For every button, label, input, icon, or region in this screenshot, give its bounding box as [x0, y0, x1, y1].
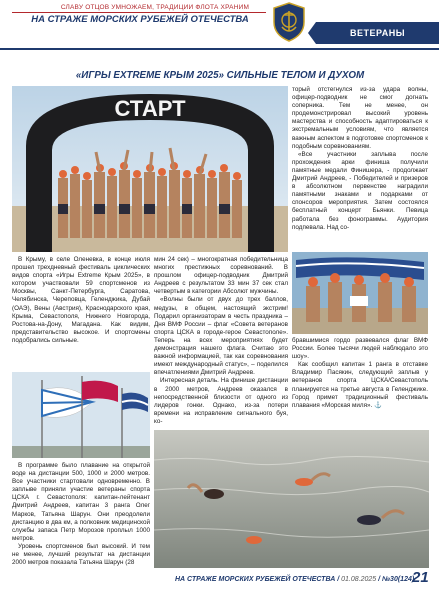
- navy-emblem-icon: [272, 2, 306, 42]
- footer-date: 01.08.2025: [341, 576, 377, 583]
- column-2: [154, 256, 288, 426]
- paragraph: Уровень спортсменов был высокий. И тем не менее, лучший результат на дистанции 2000 метров показала Татьяна Шарун (28: [12, 542, 150, 567]
- footer-masthead: НА СТРАЖЕ МОРСКИХ РУБЕЖЕЙ ОТЕЧЕСТВА: [175, 576, 336, 583]
- start-arch-photo: [12, 86, 288, 252]
- paragraph: В программе было плавание на открытой воде на дистанции 500, 1000 и 2000 метров. Все участники стартовали одновременно. В заплыве приняли участие ветераны спорта ЦСКА г. Севастополя: капитан-лейтенант Дмитрий Андреев, капитан 3 ранга Олег Марков, Татьяна Шарун. Они преодолели дистанцию в два км, а полковник медицинской службы запаса Петр Морозов проплыл 1000 метров.: [12, 462, 150, 542]
- paragraph: [292, 361, 428, 410]
- group-flag-photo: [292, 252, 428, 334]
- article-title: «ИГРЫ EXTREME КРЫМ 2025» СИЛЬНЫЕ ТЕЛОМ И ДУХОМ: [75, 70, 365, 81]
- column-3-bottom: [292, 337, 428, 410]
- paragraph: «Все участники заплыва после прохождения арки финиша получили памятные медали Финишера, - продолжает Дмитрий Андреев, - Победителей и призеров в абсолютном первенстве наградили памятными знаками и подарками от спонсоров мероприятия. Затем состоялся бесплатный концерт Бьянки. Певица работала без фонограммы. Аудитория подпевала. Над со-: [292, 150, 428, 231]
- header-rule: [12, 12, 266, 13]
- header-underline: [0, 48, 439, 50]
- paragraph: бравшимися гордо развевался флаг ВМФ России. Более тысячи людей наблюдало это шоу».: [292, 337, 428, 361]
- swimmers-sea-photo: [154, 430, 429, 568]
- header-slogan: СЛАВУ ОТЦОВ УМНОЖАЕМ, ТРАДИЦИИ ФЛОТА ХРАНИМ: [60, 4, 250, 11]
- paragraph: Интересная деталь. На финише дистанции в 2000 метров, Андреев оказался в непосредственной близости от одного из лидеров гонки. Однако, из-за потери времени на исправление сигнального буя, ко-: [154, 377, 288, 425]
- paragraph: «Волны были от двух до трех баллов, медузы, в общем, настоящий экстрим! Подарил организаторам в честь праздника – Дня ВМФ России – флаг «Совета ветеранов спорта ЦСКА в городе-герое Севастополе». Теперь на всех мероприятиях будет демонстрация нашего флага. Считаю это важной информацией, так как соревнования имеют международный статус», – поделился впечатлениями Дмитрий Андреев.: [154, 296, 288, 377]
- header-masthead: НА СТРАЖЕ МОРСКИХ РУБЕЖЕЙ ОТЕЧЕСТВА: [31, 14, 249, 25]
- paragraph: В Крыму, в селе Оленевка, в конце июля прошел трехдневный фестиваль циклических видов спорта «Игры Extreme Крым 2025», в котором участвовали 59 спортсменов из Москвы, Санкт-Петербурга, Саратова, Челябинска, Череповца, Геленджика, Дубай (ОАЭ), Вены (Австрия), Краснодарского края, Крыма, Севастополя, Нижнего Новгорода, Ростова-на-Дону, Магадана. Как видим, представительство высокое. И спортсмены подобрались сильные.: [12, 256, 150, 344]
- footer: [175, 576, 414, 583]
- arch-start-text: СТАРТ: [114, 96, 186, 121]
- section-ribbon: ВЕТЕРАНЫ: [316, 22, 439, 44]
- column-1-top: [12, 256, 150, 345]
- end-anchor-icon: ⚓: [373, 401, 382, 409]
- paragraph: торый отстегнулся из-за удара волны, офицер-подводник не смог догнать соперника. Тем не менее, он продемонстрировал высокий уровень мастерства и способность адаптироваться к экстремальным условиям, что является важным аспектом в подготовке спортсменов к подобным соревнованиям.: [292, 86, 428, 150]
- footer-separator: /: [335, 576, 342, 583]
- footer-separator: /: [376, 576, 383, 583]
- paragraph: мин 24 сек) – многократная победительница многих престижных соревнований. В прошлом офицер-подводник Дмитрий Андреев с результатом 33 мин 37 сек стал четвертым в категории Абсолют мужчины.: [154, 256, 288, 296]
- section-ribbon-tip: [308, 22, 316, 44]
- column-3-top: [292, 86, 428, 232]
- footer-issue: №30(124): [382, 576, 415, 583]
- flags-photo: [12, 372, 150, 458]
- column-1-bottom: [12, 462, 150, 567]
- page-number: 21: [412, 569, 429, 586]
- paragraph-text: Как сообщил капитан 1 ранга в отставке Владимир Пасякин, следующий заплыв у ветеранов спорта ЦСКА/Севастополь планируется на третье августа в Геленджике. Город примет традиционный фестиваль плавания «Морская миля».: [292, 361, 428, 409]
